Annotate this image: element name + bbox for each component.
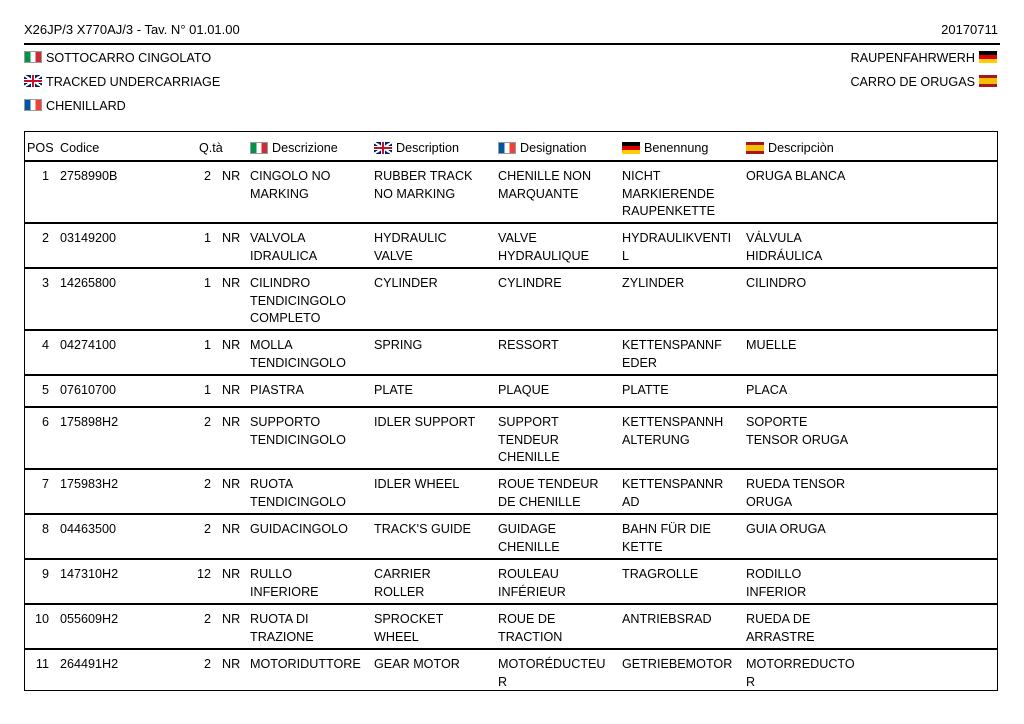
row-divider [25,329,997,331]
col-french [498,140,618,158]
row-desc-spanish: PLACA [746,383,788,397]
row-qty: 2 [203,612,211,626]
row-desc-english: TRACK'S GUIDE [374,522,471,536]
col-english [374,140,494,158]
row-pos: 9 [41,567,49,581]
row-desc-spanish: MOTORREDUCTO R [746,657,855,689]
row-unit: NR [222,383,241,397]
row-unit: NR [222,612,241,626]
row-desc-spanish: MUELLE [746,338,797,352]
row-desc-spanish: RUEDA TENSOR ORUGA [746,477,846,509]
row-desc-english: SPRING [374,338,423,352]
row-desc-english: HYDRAULIC VALVE [374,231,447,263]
row-code: 2758990B [60,169,118,183]
document-ref: X26JP/3 X770AJ/3 - Tav. N° 01.01.00 [24,22,240,37]
row-desc-french: SUPPORT TENDEUR CHENILLE [498,415,560,464]
row-desc-french: CYLINDRE [498,276,562,290]
row-pos: 5 [41,383,49,397]
col-spanish-label: Descripciòn [768,141,834,155]
row-desc-english: PLATE [374,383,413,397]
row-desc-italian: VALVOLA IDRAULICA [250,231,318,263]
row-desc-spanish: RUEDA DE ARRASTRE [746,612,815,644]
flag-germany-icon [979,51,997,63]
row-unit: NR [222,567,241,581]
row-desc-french: ROULEAU INFÉRIEUR [498,567,566,599]
row-qty: 12 [196,567,211,581]
row-desc-spanish: RODILLO INFERIOR [746,567,807,599]
row-desc-french: ROUE DE TRACTION [498,612,563,644]
row-desc-italian: MOTORIDUTTORE [250,657,361,671]
col-french-label: Designation [520,141,587,155]
row-desc-french: PLAQUE [498,383,550,397]
row-divider [25,603,997,605]
row-pos: 2 [41,231,49,245]
document-date: 20170711 [941,22,998,37]
row-desc-french: VALVE HYDRAULIQUE [498,231,589,263]
row-pos: 6 [41,415,49,429]
row-unit: NR [222,338,241,352]
row-desc-german: PLATTE [622,383,669,397]
title-italian [24,51,211,65]
row-desc-english: SPROCKET WHEEL [374,612,444,644]
flag-uk-icon [374,142,392,154]
flag-uk-icon [24,75,42,87]
col-german [622,140,742,158]
col-english-label: Description [396,141,459,155]
row-unit: NR [222,477,241,491]
row-qty: 1 [203,276,211,290]
row-desc-italian: CINGOLO NO MARKING [250,169,331,201]
row-desc-english: IDLER WHEEL [374,477,460,491]
row-desc-english: IDLER SUPPORT [374,415,476,429]
row-divider [25,267,997,269]
row-desc-german: BAHN FÜR DIE KETTE [622,522,711,554]
title-german-text: RAUPENFAHRWERH [850,51,975,65]
row-desc-german: HYDRAULIKVENTI L [622,231,732,263]
col-italian-label: Descrizione [272,141,338,155]
row-pos: 10 [34,612,49,626]
row-pos: 4 [41,338,49,352]
row-desc-german: ZYLINDER [622,276,685,290]
row-desc-english: GEAR MOTOR [374,657,460,671]
row-desc-english: RUBBER TRACK NO MARKING [374,169,473,201]
row-desc-italian: RUOTA TENDICINGOLO [250,477,346,509]
row-desc-italian: PIASTRA [250,383,304,397]
row-divider [25,406,997,408]
row-pos: 7 [41,477,49,491]
row-desc-german: TRAGROLLE [622,567,699,581]
row-qty: 2 [203,415,211,429]
row-unit: NR [222,276,241,290]
row-qty: 2 [203,169,211,183]
title-french-text: CHENILLARD [46,99,126,113]
row-code: 14265800 [60,276,117,290]
row-desc-german: KETTENSPANNR AD [622,477,724,509]
row-desc-italian: RUOTA DI TRAZIONE [250,612,314,644]
col-italian [250,140,370,158]
row-code: 07610700 [60,383,117,397]
row-code: 03149200 [60,231,117,245]
row-code: 175983H2 [60,477,119,491]
row-code: 264491H2 [60,657,119,671]
flag-germany-icon [622,142,640,154]
title-french [24,99,126,113]
row-desc-french: MOTORÉDUCTEU R [498,657,606,689]
row-qty: 2 [203,477,211,491]
flag-france-icon [24,99,42,111]
row-divider [25,468,997,470]
row-desc-spanish: GUIA ORUGA [746,522,826,536]
row-desc-french: ROUE TENDEUR DE CHENILLE [498,477,599,509]
row-code: 147310H2 [60,567,119,581]
row-desc-english: CARRIER ROLLER [374,567,431,599]
title-german [851,51,997,65]
row-unit: NR [222,415,241,429]
row-qty: 1 [203,231,211,245]
row-divider [25,558,997,560]
row-desc-french: GUIDAGE CHENILLE [498,522,560,554]
row-qty: 1 [203,383,211,397]
title-english-text: TRACKED UNDERCARRIAGE [46,75,221,89]
row-desc-italian: CILINDRO TENDICINGOLO COMPLETO [250,276,346,325]
row-desc-german: KETTENSPANNH ALTERUNG [622,415,724,447]
row-qty: 1 [203,338,211,352]
row-divider [25,222,997,224]
col-pos: POS [27,141,54,155]
row-qty: 2 [203,657,211,671]
row-divider [25,160,997,162]
col-spanish [746,140,876,158]
row-desc-spanish: SOPORTE TENSOR ORUGA [746,415,849,447]
row-qty: 2 [203,522,211,536]
row-desc-spanish: VÁLVULA HIDRÁULICA [746,231,823,263]
row-desc-german: GETRIEBEMOTOR [622,657,733,671]
row-unit: NR [222,169,241,183]
col-code: Codice [60,141,100,155]
title-spanish [850,75,997,89]
col-german-label: Benennung [644,141,709,155]
flag-spain-icon [746,142,764,154]
parts-table [24,131,998,691]
row-unit: NR [222,231,241,245]
row-desc-italian: MOLLA TENDICINGOLO [250,338,346,370]
col-qty: Q.tà [199,141,223,155]
flag-italy-icon [250,142,268,154]
table-header [25,132,997,160]
row-desc-spanish: CILINDRO [746,276,807,290]
flag-italy-icon [24,51,42,63]
header-divider [24,43,1000,45]
row-unit: NR [222,522,241,536]
title-spanish-text: CARRO DE ORUGAS [850,75,975,89]
row-code: 055609H2 [60,612,119,626]
row-code: 175898H2 [60,415,119,429]
row-desc-german: KETTENSPANNF EDER [622,338,722,370]
row-divider [25,513,997,515]
row-desc-german: NICHT MARKIERENDE RAUPENKETTE [622,169,716,218]
row-desc-french: CHENILLE NON MARQUANTE [498,169,592,201]
row-unit: NR [222,657,241,671]
row-divider [25,374,997,376]
row-pos: 11 [35,657,49,671]
row-desc-italian: GUIDACINGOLO [250,522,348,536]
row-desc-italian: RULLO INFERIORE [250,567,319,599]
row-pos: 3 [41,276,49,290]
flag-spain-icon [979,75,997,87]
row-desc-german: ANTRIEBSRAD [622,612,712,626]
row-desc-italian: SUPPORTO TENDICINGOLO [250,415,346,447]
row-pos: 8 [41,522,49,536]
flag-france-icon [498,142,516,154]
row-pos: 1 [41,169,49,183]
row-divider [25,648,997,650]
title-english [24,75,220,89]
row-desc-english: CYLINDER [374,276,438,290]
row-desc-french: RESSORT [498,338,559,352]
title-italian-text: SOTTOCARRO CINGOLATO [46,51,212,65]
row-code: 04274100 [60,338,117,352]
row-desc-spanish: ORUGA BLANCA [746,169,846,183]
row-code: 04463500 [60,522,117,536]
